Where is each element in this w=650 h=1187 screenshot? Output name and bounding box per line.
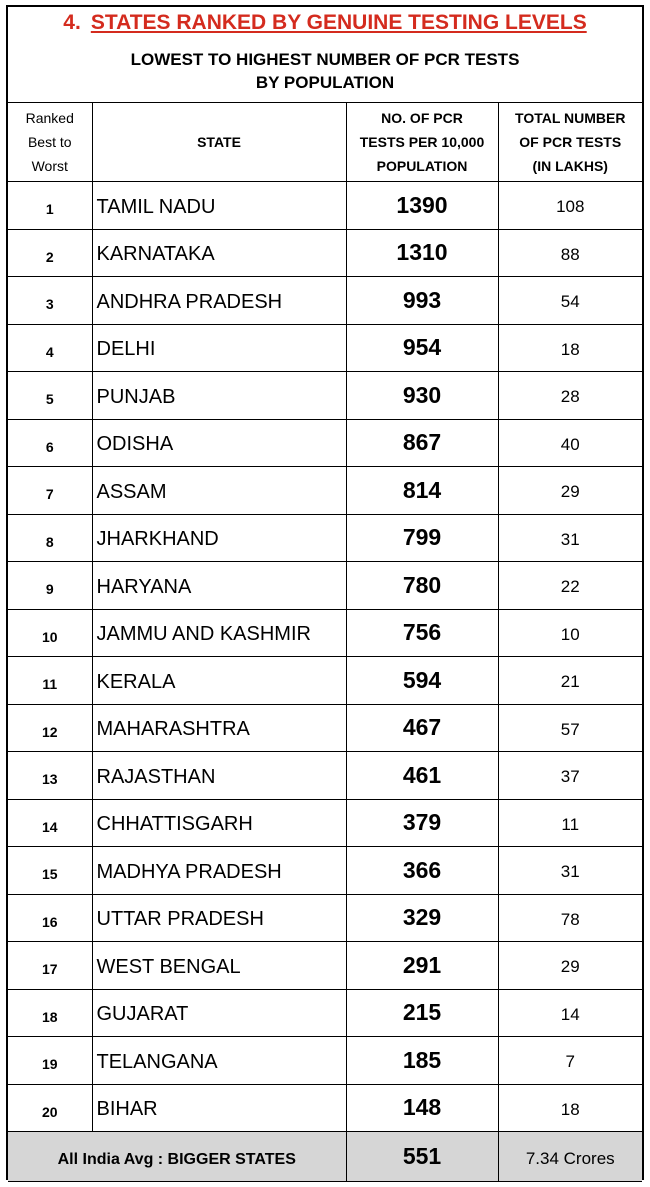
title-number: 4. [63, 11, 81, 34]
average-total: 7.34 Crores [498, 1132, 642, 1182]
header-per-line: TESTS PER 10,000 [359, 134, 485, 150]
per-population-cell: 185 [346, 1037, 498, 1085]
header-rank-line: Best to [27, 134, 72, 150]
total-tests-cell: 14 [498, 989, 642, 1037]
total-tests-cell: 29 [498, 467, 642, 515]
per-population-cell: 799 [346, 514, 498, 562]
title-text: STATES RANKED BY GENUINE TESTING LEVELS [90, 11, 587, 34]
state-cell: GUJARAT [92, 989, 346, 1037]
state-cell: RAJASTHAN [92, 752, 346, 800]
per-population-cell: 291 [346, 942, 498, 990]
table-row [8, 989, 642, 1037]
rank-cell: 20 [8, 1084, 92, 1132]
header-per-line: POPULATION [376, 158, 468, 174]
table-row [8, 277, 642, 325]
per-population-cell: 780 [346, 562, 498, 610]
state-cell: KARNATAKA [92, 229, 346, 277]
state-cell: WEST BENGAL [92, 942, 346, 990]
state-cell: CHHATTISGARH [92, 799, 346, 847]
total-tests-cell: 37 [498, 752, 642, 800]
rank-cell: 4 [8, 324, 92, 372]
total-tests-cell: 108 [498, 182, 642, 230]
total-tests-cell: 7 [498, 1037, 642, 1085]
per-population-cell: 148 [346, 1084, 498, 1132]
rank-cell: 7 [8, 467, 92, 515]
header-total-line: OF PCR TESTS [519, 134, 622, 150]
per-population-cell: 814 [346, 467, 498, 515]
total-tests-cell: 57 [498, 704, 642, 752]
total-tests-cell: 28 [498, 372, 642, 420]
rank-cell: 10 [8, 609, 92, 657]
per-population-cell: 1390 [346, 182, 498, 230]
per-population-cell: 366 [346, 847, 498, 895]
table-row [8, 372, 642, 420]
total-tests-cell: 29 [498, 942, 642, 990]
per-population-cell: 467 [346, 704, 498, 752]
total-tests-cell: 78 [498, 894, 642, 942]
per-population-cell: 594 [346, 657, 498, 705]
rank-cell: 16 [8, 894, 92, 942]
rank-cell: 12 [8, 704, 92, 752]
state-cell: UTTAR PRADESH [92, 894, 346, 942]
subtitle-line-1: LOWEST TO HIGHEST NUMBER OF PCR TESTS [130, 50, 520, 69]
rank-cell: 17 [8, 942, 92, 990]
state-cell: MADHYA PRADESH [92, 847, 346, 895]
state-cell: TELANGANA [92, 1037, 346, 1085]
total-tests-cell: 10 [498, 609, 642, 657]
table-row [8, 752, 642, 800]
rank-cell: 6 [8, 419, 92, 467]
table-row [8, 704, 642, 752]
table-row [8, 609, 642, 657]
table-row [8, 799, 642, 847]
total-tests-cell: 21 [498, 657, 642, 705]
states-table [8, 103, 642, 1182]
state-cell: TAMIL NADU [92, 182, 346, 230]
per-population-cell: 756 [346, 609, 498, 657]
table-row [8, 562, 642, 610]
table-row [8, 324, 642, 372]
header-total [498, 103, 642, 182]
header-total-line: (IN LAKHS) [532, 158, 608, 174]
table-row [8, 467, 642, 515]
state-cell: JAMMU AND KASHMIR [92, 609, 346, 657]
header-per-population [346, 103, 498, 182]
state-cell: ANDHRA PRADESH [92, 277, 346, 325]
per-population-cell: 215 [346, 989, 498, 1037]
table-row [8, 894, 642, 942]
total-tests-cell: 11 [498, 799, 642, 847]
rank-cell: 13 [8, 752, 92, 800]
state-cell: KERALA [92, 657, 346, 705]
rank-cell: 8 [8, 514, 92, 562]
total-tests-cell: 31 [498, 847, 642, 895]
table-row [8, 657, 642, 705]
rank-cell: 18 [8, 989, 92, 1037]
state-cell: DELHI [92, 324, 346, 372]
per-population-cell: 1310 [346, 229, 498, 277]
rank-cell: 14 [8, 799, 92, 847]
total-tests-cell: 54 [498, 277, 642, 325]
rank-cell: 15 [8, 847, 92, 895]
total-tests-cell: 18 [498, 324, 642, 372]
state-cell: HARYANA [92, 562, 346, 610]
state-cell: BIHAR [92, 1084, 346, 1132]
state-cell: MAHARASHTRA [92, 704, 346, 752]
page-subtitle [8, 39, 642, 103]
header-total-line: TOTAL NUMBER [515, 110, 626, 126]
page-title [8, 7, 642, 39]
total-tests-cell: 88 [498, 229, 642, 277]
table-row [8, 942, 642, 990]
per-population-cell: 329 [346, 894, 498, 942]
average-row [8, 1132, 642, 1182]
per-population-cell: 993 [346, 277, 498, 325]
state-cell: JHARKHAND [92, 514, 346, 562]
subtitle-line-2: BY POPULATION [255, 73, 395, 92]
total-tests-cell: 31 [498, 514, 642, 562]
header-state: STATE [92, 103, 346, 182]
header-row [8, 103, 642, 182]
header-rank-line: Ranked [25, 110, 74, 126]
total-tests-cell: 18 [498, 1084, 642, 1132]
header-rank-line: Worst [31, 158, 68, 174]
per-population-cell: 930 [346, 372, 498, 420]
rank-cell: 1 [8, 182, 92, 230]
rank-cell: 3 [8, 277, 92, 325]
rank-cell: 9 [8, 562, 92, 610]
average-label: All India Avg : BIGGER STATES [8, 1132, 346, 1182]
table-row [8, 1084, 642, 1132]
per-population-cell: 461 [346, 752, 498, 800]
table-row [8, 182, 642, 230]
ranking-table-sheet [6, 5, 644, 1180]
state-cell: PUNJAB [92, 372, 346, 420]
average-per-population: 551 [346, 1132, 498, 1182]
per-population-cell: 379 [346, 799, 498, 847]
table-row [8, 229, 642, 277]
rank-cell: 11 [8, 657, 92, 705]
state-cell: ODISHA [92, 419, 346, 467]
total-tests-cell: 40 [498, 419, 642, 467]
table-row [8, 847, 642, 895]
per-population-cell: 954 [346, 324, 498, 372]
rank-cell: 2 [8, 229, 92, 277]
table-row [8, 419, 642, 467]
header-per-line: NO. OF PCR [381, 110, 463, 126]
table-row [8, 1037, 642, 1085]
rank-cell: 19 [8, 1037, 92, 1085]
table-row [8, 514, 642, 562]
total-tests-cell: 22 [498, 562, 642, 610]
per-population-cell: 867 [346, 419, 498, 467]
state-cell: ASSAM [92, 467, 346, 515]
rank-cell: 5 [8, 372, 92, 420]
header-rank [8, 103, 92, 182]
